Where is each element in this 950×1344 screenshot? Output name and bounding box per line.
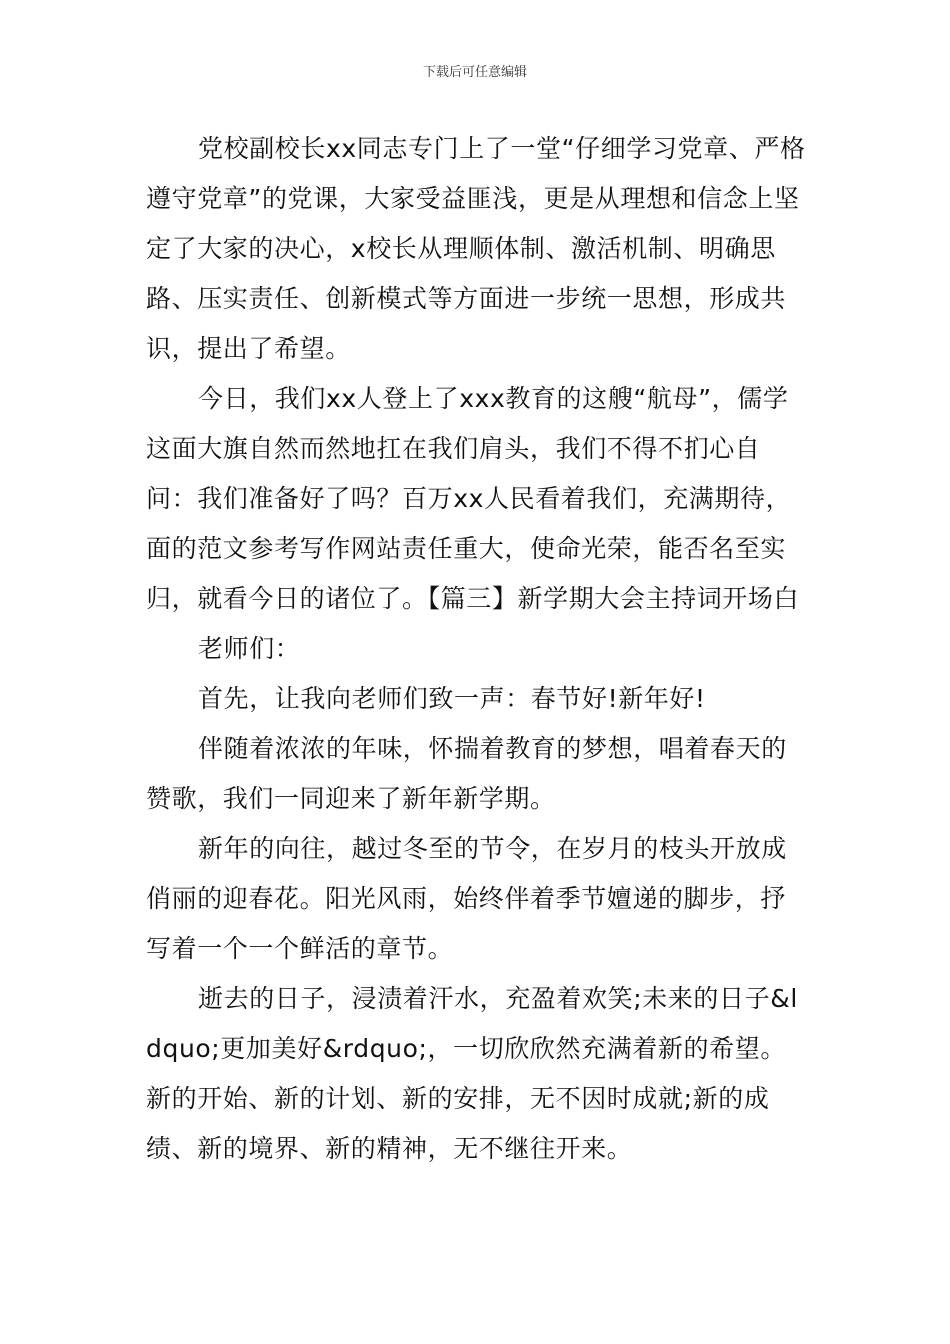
paragraph: 逝去的日子，浸渍着汗水，充盈着欢笑;未来的日子&ldquo;更加美好&rdquo;，一切欣欣然充满着新的希望。新的开始、新的计划、新的安排，无不因时成就;新的成绩、新的境界、新的精神，无不继往开来。 <box>146 984 798 1163</box>
paragraph: 党校副校长xx同志专门上了一堂“仔细学习党章、严格遵守党章”的党课，大家受益匪浅，更是从理想和信念上坚定了大家的决心，x校长从理顺体制、激活机制、明确思路、压实责任、创新模式等方面进一步统一思想，形成共识，提出了希望。 <box>146 134 806 363</box>
paragraph: 今日，我们xx人登上了xxx教育的这艘“航母”，儒学这面大旗自然而然地扛在我们肩头，我们不得不扪心自问：我们准备好了吗？百万xx人民看着我们，充满期待，面的范文参考写作网站责任重大，使命光荣，能否名至实归，就看今日的诸位了。【篇三】新学期大会主持词开场白 <box>146 384 800 613</box>
paragraph: 老师们： <box>198 634 301 663</box>
paragraph: 首先，让我向老师们致一声：春节好!新年好! <box>198 684 706 713</box>
page-header: 下载后可任意编辑 <box>422 65 527 80</box>
document-body <box>146 124 810 1174</box>
paragraph: 新年的向往，越过冬至的节令，在岁月的枝头开放成俏丽的迎春花。阳光风雨，始终伴着季节嬗递的脚步，抒写着一个一个鲜活的章节。 <box>146 834 787 963</box>
paragraph: 伴随着浓浓的年味，怀揣着教育的梦想，唱着春天的赞歌，我们一同迎来了新年新学期。 <box>146 734 787 813</box>
